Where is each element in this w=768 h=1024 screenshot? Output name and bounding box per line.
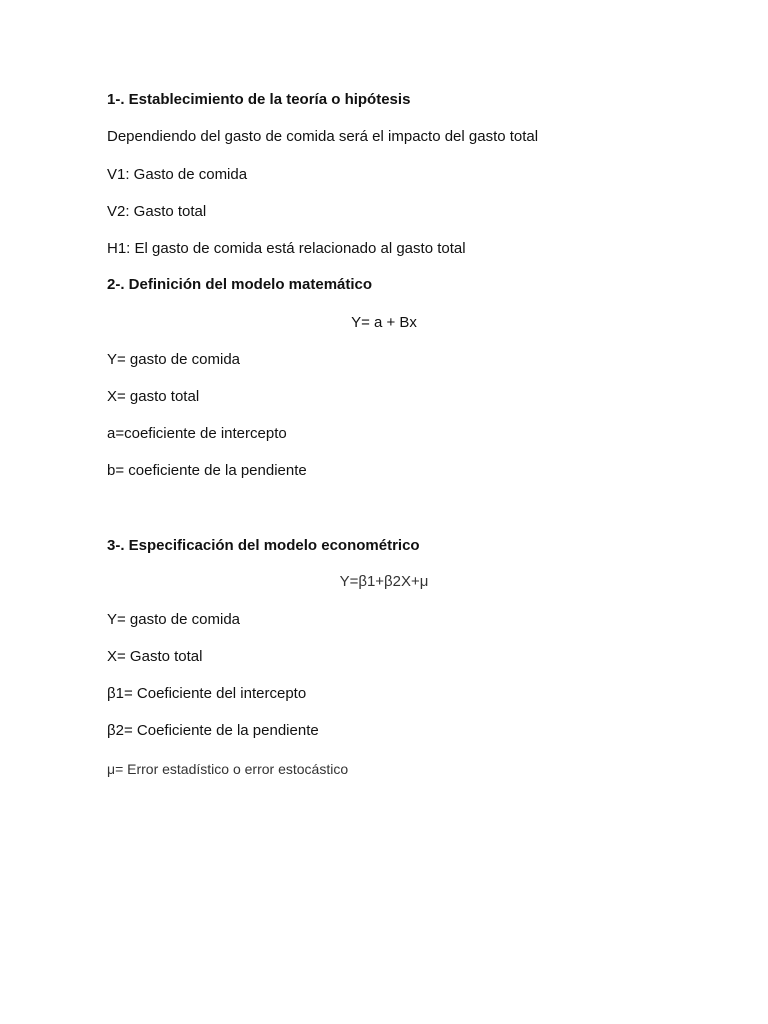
section2-line: X= gasto total <box>107 388 200 405</box>
section2-line: b= coeficiente de la pendiente <box>107 462 307 479</box>
section1-heading: 1-. Establecimiento de la teoría o hipótesis <box>107 91 411 108</box>
section1-line: H1: El gasto de comida está relacionado al gasto total <box>107 240 466 257</box>
section2-heading: 2-. Definición del modelo matemático <box>107 276 373 293</box>
section3-line: β2= Coeficiente de la pendiente <box>107 722 319 739</box>
section3-line: β1= Coeficiente del intercepto <box>107 685 307 702</box>
section1-line: V1: Gasto de comida <box>107 166 248 183</box>
section3-equation: Y=β1+β2X+μ <box>339 573 429 590</box>
section1-line: Dependiendo del gasto de comida será el impacto del gasto total <box>107 128 539 145</box>
section2-line: Y= gasto de comida <box>107 351 241 368</box>
section3-line: Y= gasto de comida <box>107 611 241 628</box>
section1-line: V2: Gasto total <box>107 203 207 220</box>
section2-equation: Y= a + Bx <box>351 314 417 331</box>
section3-line: X= Gasto total <box>107 648 203 665</box>
section2-line: a=coeficiente de intercepto <box>107 425 287 442</box>
section3-heading: 3-. Especificación del modelo econométrico <box>107 537 420 554</box>
section3-line: μ= Error estadístico o error estocástico <box>107 761 349 777</box>
